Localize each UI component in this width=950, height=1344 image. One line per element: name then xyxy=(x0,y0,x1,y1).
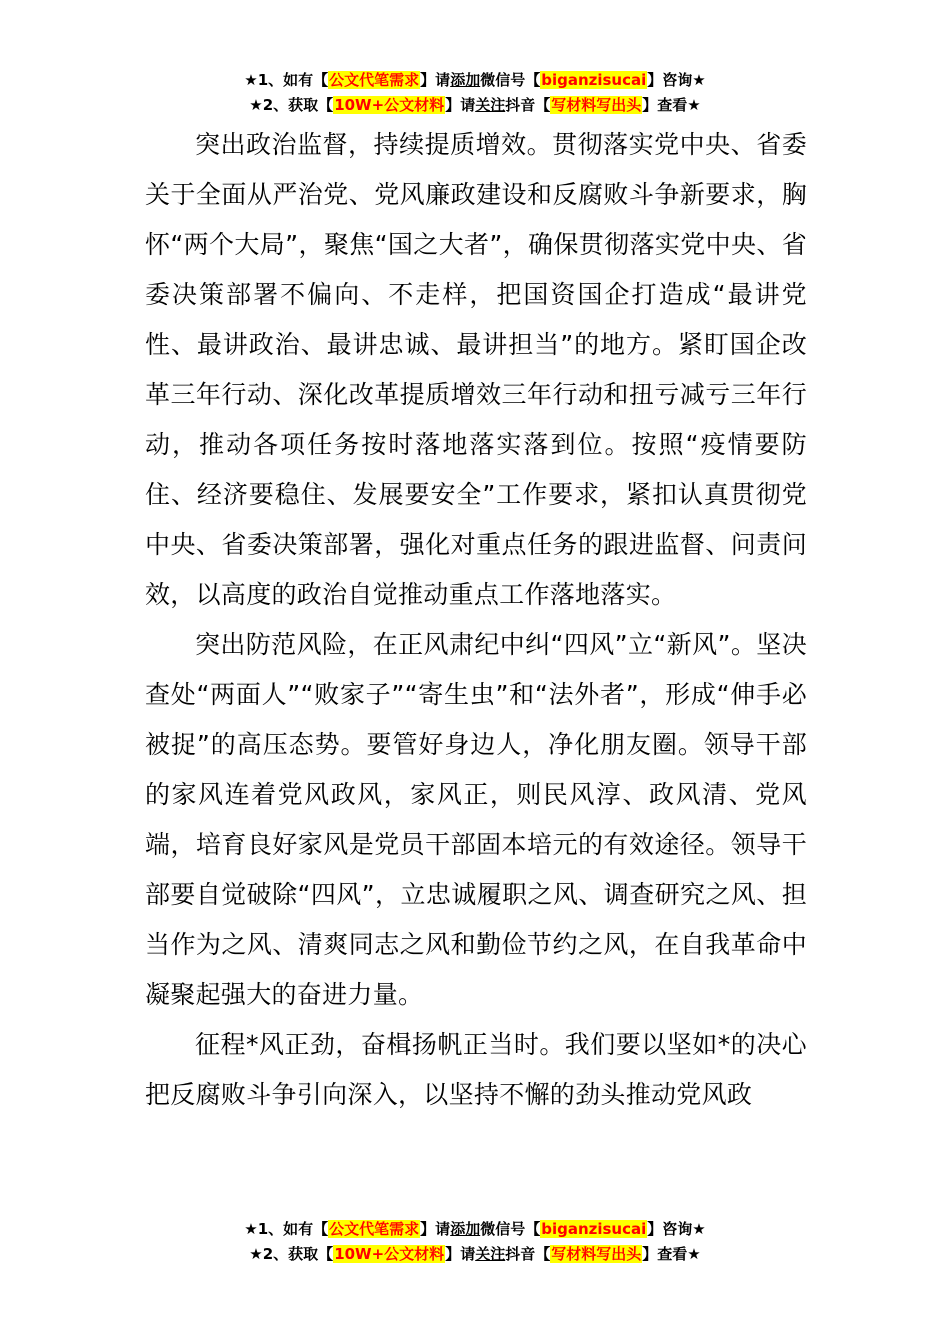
banner-highlight: 写材料写出头 xyxy=(551,1245,642,1263)
banner-highlight: 公文代笔需求 xyxy=(329,71,420,89)
banner-highlight: 公文代笔需求 xyxy=(329,1220,420,1238)
paragraph-risk-prevention: 突出防范风险，在正风肃纪中纠“四风”立“新风”。坚决查处“两面人”“败家子”“寄生虫”和“法外者”，形成“伸手必被捉”的高压态势。要管好身边人，净化朋友圈。领导干部的家风连着党风政风，家风正，则民风淳、政风清、党风端，培育良好家风是党员干部固本培元的有效途径。领导干部要自觉破除“四风”，立忠诚履职之风、调查研究之风、担当作为之风、清爽同志之风和勤俭节约之风，在自我革命中凝聚起强大的奋进力量。 xyxy=(145,630,807,1009)
banner-line-2: ★2、获取【10W+公文材料】请关注抖音【写材料写出头】查看★ xyxy=(249,96,701,114)
banner-line-1: ★1、如有【公文代笔需求】请添加微信号【biganzisucai】咨询★ xyxy=(244,1220,706,1238)
document-body xyxy=(145,120,807,1120)
banner-highlight: 写材料写出头 xyxy=(551,96,642,114)
banner-highlight: 10W+公文材料 xyxy=(334,96,445,114)
footer-banner xyxy=(0,1217,950,1267)
header-banner xyxy=(0,68,950,118)
banner-line-1: ★1、如有【公文代笔需求】请添加微信号【biganzisucai】咨询★ xyxy=(244,71,706,89)
banner-highlight: biganzisucai xyxy=(541,71,647,89)
paragraph-political-supervision: 突出政治监督，持续提质增效。贯彻落实党中央、省委关于全面从严治党、党风廉政建设和反腐败斗争新要求，胸怀“两个大局”，聚焦“国之大者”，确保贯彻落实党中央、省委决策部署不偏向、不走样，把国资国企打造成“最讲党性、最讲政治、最讲忠诚、最讲担当”的地方。紧盯国企改革三年行动、深化改革提质增效三年行动和扭亏减亏三年行动，推动各项任务按时落地落实落到位。按照“疫情要防住、经济要稳住、发展要安全”工作要求，紧扣认真贯彻党中央、省委决策部署，强化对重点任务的跟进监督、问责问效，以高度的政治自觉推动重点工作落地落实。 xyxy=(145,130,807,609)
paragraph-conclusion: 征程*风正劲，奋楫扬帆正当时。我们要以坚如*的决心把反腐败斗争引向深入，以坚持不懈的劲头推动党风政 xyxy=(145,1030,807,1109)
banner-line-2: ★2、获取【10W+公文材料】请关注抖音【写材料写出头】查看★ xyxy=(249,1245,701,1263)
banner-highlight: biganzisucai xyxy=(541,1220,647,1238)
banner-highlight: 10W+公文材料 xyxy=(334,1245,445,1263)
